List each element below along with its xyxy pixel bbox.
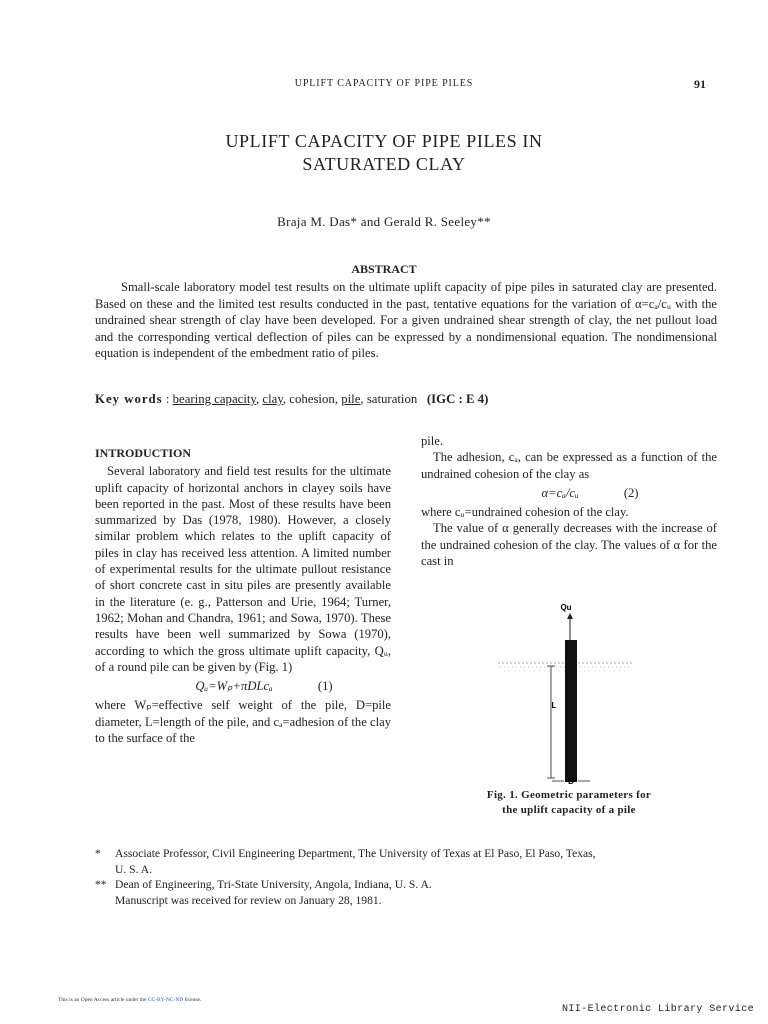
right-paragraph-0: pile.: [421, 434, 444, 448]
keyword-clay: clay: [262, 392, 283, 406]
paper-authors: Braja M. Das* and Gerald R. Seeley**: [277, 214, 491, 229]
keyword-saturation: saturation: [366, 392, 418, 406]
igc-code: (IGC : E 4): [426, 392, 489, 406]
footnote-1-text: Associate Professor, Civil Engineering Department, The University of Texas at El Paso, El Paso, Texas,: [115, 847, 596, 860]
keyword-pile: pile: [341, 392, 361, 406]
abstract-body: [95, 279, 717, 362]
keyword-cohesion: cohesion: [289, 392, 335, 406]
equation-2-number: (2): [623, 485, 639, 500]
paper-title-line2: SATURATED CLAY: [302, 154, 466, 174]
label-l: L: [551, 701, 557, 710]
right-paragraph-1: The adhesion, cₐ, can be expressed as a function of the undrained cohesion of the clay as: [421, 450, 717, 481]
figure-caption-line2: the uplift capacity of a pile: [502, 804, 636, 816]
section-heading-introduction: INTRODUCTION: [95, 446, 192, 460]
equation-1-formula: Qᵤ=Wₚ+πDLcₐ: [195, 679, 273, 694]
equation-2: [421, 485, 717, 501]
figure-caption: [421, 788, 717, 818]
label-d: D: [568, 777, 574, 786]
label-qu: Qu: [560, 603, 572, 612]
pile-shaft: [565, 640, 577, 782]
footnotes: [95, 846, 717, 908]
keyword-bearing-capacity: bearing capacity: [172, 392, 256, 406]
keywords: Key words : bearing capacity, clay, cohesion, pile, saturation (IGC : E 4): [95, 392, 489, 406]
right-paragraph-3: The value of α generally decreases with the increase of the undrained cohesion of the clay. The values of α for the cast in: [421, 521, 717, 569]
abstract-heading: ABSTRACT: [351, 262, 417, 276]
license-link[interactable]: CC-BY-NC-ND: [147, 997, 184, 1003]
abstract-text: Small-scale laboratory model test results on the ultimate uplift capacity of pipe piles in saturated clay are presented. Based on these and the limited test results conducted in the past, tentative equations for the variation of α=cₐ/cᵤ with the undrained shear strength of clay have been developed. For a given undrained shear strength of clay, the net pullout load and the corresponding vertical deflection of piles can be expressed by a nondimensional equation. The nondimensional equation is independent of the embedment ratio of piles.: [95, 280, 717, 361]
paper-title: [0, 130, 768, 176]
license-suffix: license.: [184, 997, 202, 1003]
footnote-2-text: Dean of Engineering, Tri-State University, Angola, Indiana, U. S. A.: [115, 878, 432, 891]
footnote-1-cont: U. S. A.: [115, 862, 153, 876]
footnote-2: [95, 877, 717, 893]
figure-1: [496, 600, 636, 790]
equation-1-number: (1): [317, 679, 333, 694]
right-paragraph-2: where cᵤ=undrained cohesion of the clay.: [421, 505, 629, 520]
intro-paragraph-2: where Wₚ=effective self weight of the pile, D=pile diameter, L=length of the pile, and cₐ=adhesion of the clay to the surface of the: [95, 698, 391, 746]
received-note: Manuscript was received for review on January 28, 1981.: [115, 893, 382, 907]
license-prefix: This is an Open Access article under the: [58, 997, 147, 1003]
keywords-label: Key words: [95, 392, 163, 406]
page-number: 91: [694, 77, 706, 91]
intro-paragraph-1: Several laboratory and field test results for the ultimate uplift capacity of horizontal anchors in clayey soils have been reported in the past. Most of these results have been summarized by Das (1978, 1980). However, a closely similar problem which relates to the uplift capacity of piles in clay has received less attention. A limited number of experimental results for the ultimate pullout resistance of short concrete cast in situ piles are presently available in the literature (e. g., Patterson and Urie, 1964; Turner, 1962; Mohan and Chandra, 1961; and Sowa, 1970). These results have been well summarized by Sowa (1970), according to which the gross ultimate uplift capacity, Qᵤ, of a round pile can be given by (Fig. 1): [95, 464, 391, 674]
footnote-1-mark: *: [95, 847, 101, 860]
pile-diagram: [496, 600, 636, 790]
left-column: [95, 433, 391, 746]
footnote-2-mark: **: [95, 878, 107, 891]
license-notice: [58, 997, 201, 1003]
figure-caption-line1: Fig. 1. Geometric parameters for: [486, 789, 652, 801]
right-column: [421, 433, 717, 569]
running-head: UPLIFT CAPACITY OF PIPE PILES: [294, 78, 474, 89]
paper-title-line1: UPLIFT CAPACITY OF PIPE PILES IN: [225, 131, 543, 151]
equation-2-formula: α=cₐ/cᵤ: [541, 485, 579, 500]
footnote-1: [95, 846, 717, 862]
library-service-footer: NII-Electronic Library Service: [561, 1004, 754, 1015]
equation-1: [95, 678, 391, 694]
